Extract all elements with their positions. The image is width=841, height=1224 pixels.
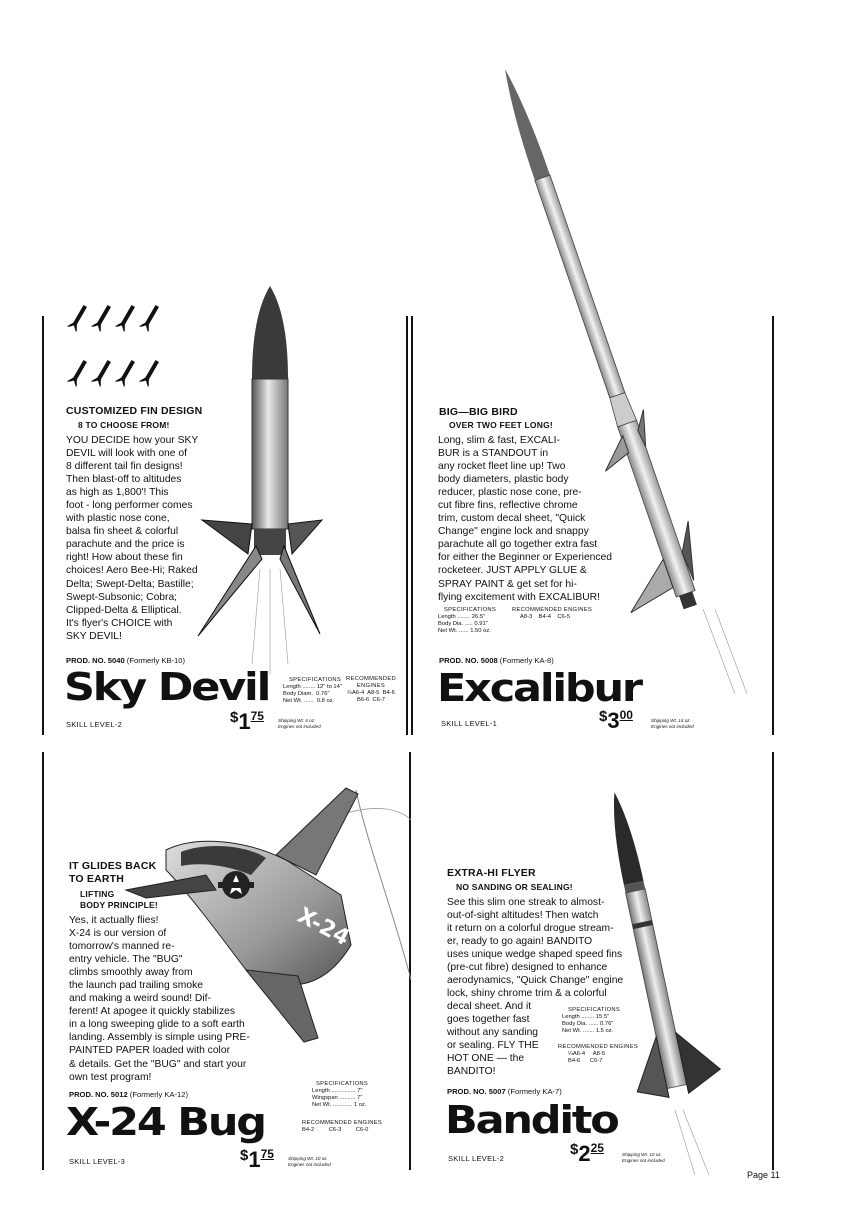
x24-price: $\$1^{75}$	[240, 1147, 274, 1172]
excalibur-skill-level: SKILL LEVEL-1	[441, 719, 498, 728]
price-cents: 75	[250, 709, 264, 723]
spec-row: Length ........ 12" to 14"	[283, 684, 342, 690]
x24-prod-no-label: PROD. NO. 5012	[69, 1090, 128, 1099]
bandito-engines-title: RECOMMENDED ENGINES	[558, 1044, 639, 1050]
spec-row: Net Wt. ...... 1.50 oz.	[438, 628, 491, 634]
sky-devil-price: $\$1^{75}$	[230, 709, 264, 734]
sky-devil-title: Sky Devil	[64, 665, 270, 710]
bandito-price: $\$2^{25}$	[570, 1141, 604, 1166]
x24-specs-title: SPECIFICATIONS	[316, 1081, 369, 1087]
sky-devil-specs	[283, 677, 342, 705]
excalibur-engines-title: RECOMMENDED ENGINES	[512, 607, 593, 613]
bandito-specs	[562, 1007, 620, 1035]
x24-shipping: Shipping Wt. 10 oz. Engines not included	[288, 1156, 331, 1167]
x24-engines-title: RECOMMENDED ENGINES	[302, 1120, 383, 1126]
spec-row: Body Dia. ..... 0.91"	[438, 621, 488, 627]
price-dollars: 3	[607, 708, 620, 733]
excalibur-shipping: Shipping Wt. 14 oz. Engines not included	[651, 718, 694, 729]
frame-line-mid-top-right	[411, 316, 413, 735]
excalibur-specs	[438, 607, 496, 635]
x24-headline: IT GLIDES BACK TO EARTH	[69, 860, 157, 885]
frame-line-right-bottom	[772, 752, 774, 1170]
x24-body: Yes, it actually flies! X-24 is our version of tomorrow's manned re- entry vehicle. The "BUG" climbs smoothly away from the launch pad trailing smoke and making a weird sound! Dif- ferent! At apogee it quickly stabilizes in a long sweeping glide to a soft earth landing. Assembly is simple using PRE- PAINTED PAPER loaded with color & details. Get the "BUG" and start your own test program!	[69, 915, 250, 1083]
price-cents: 00	[619, 708, 633, 722]
bandito-subhead: NO SANDING OR SEALING!	[456, 882, 573, 892]
sky-devil-engines-title: RECOMMENDED ENGINES	[346, 676, 396, 689]
excalibur-body: Long, slim & fast, EXCALI- BUR is a STANDOUT in any rocket fleet line up! Two body diameters, plastic body reducer, plastic nose cone, pre- cut fibre fins, reflective chrome trim, custom decal sheet, "Quick Change" engine lock and snappy parachute all go together extra fast for either the Beginner or Experienced rocketeer. JUST APPLY GLUE & SPRAY PAINT & get set for hi- flying excitement with EXCALIBUR!	[438, 435, 613, 603]
excalibur-prod-no	[439, 656, 554, 665]
rocket-fin-design-icon	[64, 302, 164, 402]
excalibur-prod-no-label: PROD. NO. 5008	[439, 656, 498, 665]
price-cents: 25	[590, 1141, 604, 1155]
sky-devil-prod-no-label: PROD. NO. 5040	[66, 656, 125, 665]
bandito-engines	[558, 1044, 638, 1065]
x24-specs	[312, 1081, 368, 1109]
bandito-title: Bandito	[445, 1098, 618, 1143]
spec-row: Net Wt. ...... 0.8 oz.	[283, 698, 335, 704]
x24-prod-no	[69, 1090, 188, 1099]
sky-devil-subhead: 8 TO CHOOSE FROM!	[78, 420, 170, 430]
x24-title: X-24 Bug	[66, 1100, 265, 1145]
x24-skill-level: SKILL LEVEL-3	[69, 1157, 126, 1166]
excalibur-subhead: OVER TWO FEET LONG!	[449, 420, 553, 430]
bandito-skill-level: SKILL LEVEL-2	[448, 1154, 505, 1163]
sky-devil-formerly: (Formerly KB-10)	[126, 656, 186, 665]
price-dollars: 2	[578, 1141, 591, 1166]
excalibur-title: Excalibur	[437, 666, 641, 711]
page-number: Page 11	[747, 1170, 780, 1180]
bandito-body: See this slim one streak to almost- out-of-sight altitudes! Then watch it return on a colorful drogue stream- er, ready to go again! BANDITO uses unique wedge shaped speed fins (pre-cut fibre) designed to enhance aerodynamics, "Quick Change" engine lock, shiny chrome trim & a colorful decal sheet. And it	[447, 897, 624, 1013]
bandito-prod-no-label: PROD. NO. 5007	[447, 1087, 506, 1096]
bandito-specs-title: SPECIFICATIONS	[568, 1007, 621, 1013]
excalibur-price: $\$3^{00}$	[599, 708, 633, 733]
spec-row: Wingspan .......... 7"	[312, 1095, 363, 1101]
price-dollars: 1	[238, 709, 251, 734]
frame-line-left-bottom	[42, 752, 44, 1170]
sky-devil-skill-level: SKILL LEVEL-2	[66, 720, 123, 729]
bandito-shipping: Shipping Wt. 10 oz. Engines not included	[622, 1152, 665, 1163]
x24-subhead: LIFTING BODY PRINCIPLE!	[80, 889, 158, 910]
bandito-body-continued: goes together fast without any sanding or sealing. FLY THE HOT ONE — the BANDITO!	[447, 1014, 539, 1078]
engine-row: B4-6 C6-7	[568, 1058, 603, 1064]
x24-formerly: (Formerly KA-12)	[129, 1090, 189, 1099]
excalibur-specs-title: SPECIFICATIONS	[444, 607, 497, 613]
spec-row: Length ........ 26.5"	[438, 614, 486, 620]
sky-devil-engines	[342, 676, 400, 704]
excalibur-formerly: (Formerly KA-8)	[499, 656, 554, 665]
spec-row: Length ............... 7"	[312, 1088, 363, 1094]
bandito-headline: EXTRA-HI FLYER	[447, 867, 536, 879]
frame-line-right-top	[772, 316, 774, 735]
spec-row: Net Wt. ............ 1 oz.	[312, 1102, 367, 1108]
spec-row: Length ........ 15.5"	[562, 1014, 610, 1020]
bandito-prod-no	[447, 1087, 562, 1096]
sky-devil-body: YOU DECIDE how your SKY DEVIL will look with one of 8 different tail fin designs! Then blast-off to altitudes as high as 1,800'! This foot - long performer comes with plastic nose cone, balsa fin sheet & colorful parachute and the price is right! How about these fin choices! Aero Bee-Hi; Raked Delta; Swept-Delta; Bastille; Swept-Subsonic; Cobra; Clipped-Delta & Elliptical. It's flyer's CHOICE with SKY DEVIL!	[66, 435, 199, 642]
engine-row: A8-3 B4-4 C6-5	[520, 614, 570, 620]
bandito-formerly: (Formerly KA-7)	[507, 1087, 562, 1096]
x24-decal-label: X-24	[293, 903, 354, 952]
sky-devil-shipping: Shipping Wt. 6 oz. Engines not included	[278, 718, 321, 729]
spec-row: Body Dia. ...... 0.76"	[562, 1021, 614, 1027]
frame-line-mid-top-left	[406, 316, 408, 735]
sky-devil-headline: CUSTOMIZED FIN DESIGN	[66, 405, 203, 417]
price-cents: 75	[260, 1147, 274, 1161]
excalibur-engines	[512, 607, 592, 621]
sky-devil-prod-no	[66, 656, 185, 665]
spec-row: Body Diam. 0.76"	[283, 691, 330, 697]
frame-line-left-top	[42, 316, 44, 735]
engine-row: ¼A6-4 A8-5	[568, 1051, 606, 1057]
engine-row: ¼A6-4 A8-5 B4-6	[347, 690, 395, 696]
sky-devil-specs-title: SPECIFICATIONS	[289, 677, 342, 683]
engine-row: B6-6 C6-7	[356, 697, 386, 703]
price-dollars: 1	[248, 1147, 261, 1172]
engine-row: B4-2 C6-3 C6-0	[302, 1127, 369, 1133]
spec-row: Net Wt. ....... 1.5 oz.	[562, 1028, 614, 1034]
excalibur-headline: BIG—BIG BIRD	[439, 406, 518, 418]
x24-engines	[302, 1120, 382, 1134]
